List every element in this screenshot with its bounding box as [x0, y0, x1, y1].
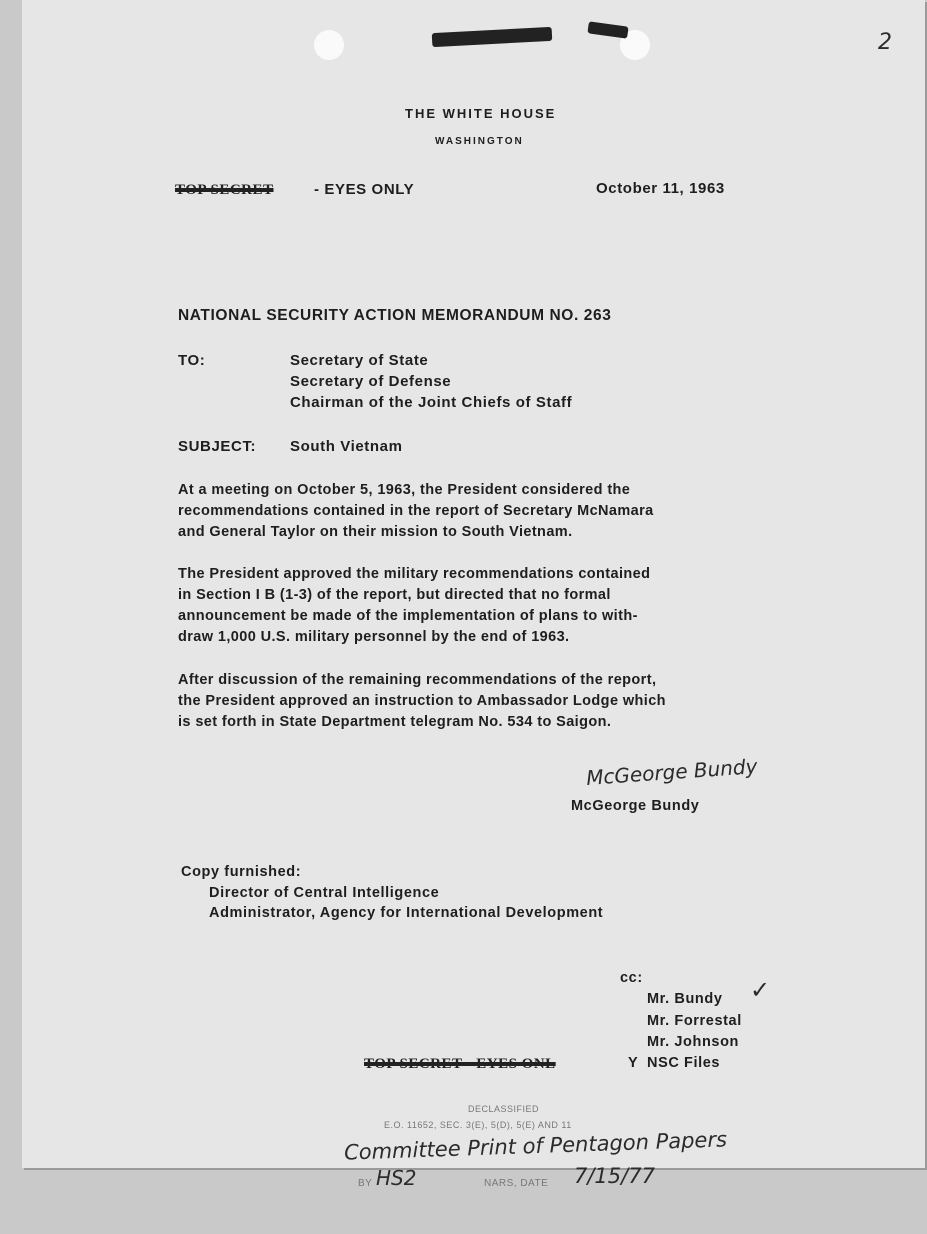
paragraph-line: in Section I B (1-3) of the report, but directed that no formal — [178, 587, 611, 603]
memo-paragraph — [178, 480, 654, 543]
memo-paragraph — [178, 564, 650, 648]
cc-label: cc: — [620, 970, 643, 986]
declassified-stamp-title: DECLASSIFIED — [468, 1104, 540, 1114]
document-page — [22, 0, 925, 1190]
signer-name: McGeorge Bundy — [571, 798, 700, 814]
paragraph-line: The President approved the military recommendations contained — [178, 566, 651, 582]
handwritten-note: Committee Print of Pentagon Papers — [343, 1127, 728, 1165]
paragraph-line: and General Taylor on their mission to South Vietnam. — [178, 524, 573, 540]
footer-classification-tail: Y — [628, 1055, 639, 1071]
declassified-stamp-line: E.O. 11652, SEC. 3(E), 5(D), 5(E) AND 11 — [384, 1120, 572, 1130]
cc-name: Mr. Forrestal — [647, 1013, 742, 1029]
punch-hole-left — [314, 30, 344, 60]
redaction-mark-top-left — [432, 27, 553, 47]
footer-classification-struck: TOP SECRET - EYES ONL — [364, 1056, 556, 1072]
subject-label: SUBJECT: — [178, 438, 257, 455]
by-label: BY — [358, 1178, 373, 1189]
cc-name: Mr. Johnson — [647, 1034, 739, 1050]
nars-date-value: 7/15/77 — [574, 1164, 655, 1188]
to-recipient: Secretary of Defense — [290, 373, 452, 390]
memo-date: October 11, 1963 — [596, 180, 725, 197]
redaction-mark-top-right — [587, 21, 628, 38]
copy-recipient: Administrator, Agency for International Development — [209, 905, 604, 921]
copy-recipient: Director of Central Intelligence — [209, 885, 440, 901]
to-label: TO: — [178, 352, 206, 369]
classification-struck: TOP SECRET — [175, 182, 274, 198]
paragraph-line: At a meeting on October 5, 1963, the President considered the — [178, 482, 631, 498]
handwritten-signature: McGeorge Bundy — [585, 754, 759, 790]
classification-suffix: - EYES ONLY — [314, 181, 415, 198]
copy-furnished-label: Copy furnished: — [181, 864, 302, 880]
by-value: HS2 — [376, 1166, 417, 1190]
subject-value: South Vietnam — [290, 438, 403, 455]
memo-paragraph — [178, 670, 666, 733]
letterhead-city: WASHINGTON — [435, 136, 524, 147]
to-recipient: Secretary of State — [290, 352, 429, 369]
paragraph-line: draw 1,000 U.S. military personnel by the end of 1963. — [178, 629, 570, 645]
paragraph-line: announcement be made of the implementation of plans to with- — [178, 608, 638, 624]
paragraph-line: After discussion of the remaining recommendations of the report, — [178, 672, 657, 688]
to-recipient: Chairman of the Joint Chiefs of Staff — [290, 394, 573, 411]
memo-title: NATIONAL SECURITY ACTION MEMORANDUM NO. 263 — [178, 307, 612, 324]
page-number: 2 — [878, 30, 892, 55]
paragraph-line: the President approved an instruction to Ambassador Lodge which — [178, 693, 666, 709]
cc-name: Mr. Bundy — [647, 991, 723, 1007]
cc-name: NSC Files — [647, 1055, 721, 1071]
letterhead-org: THE WHITE HOUSE — [405, 106, 557, 121]
checkmark-icon: ✓ — [750, 976, 771, 1004]
paragraph-line: recommendations contained in the report of Secretary McNamara — [178, 503, 654, 519]
paragraph-line: is set forth in State Department telegram No. 534 to Saigon. — [178, 714, 612, 730]
nars-date-label: NARS, DATE — [484, 1178, 549, 1189]
